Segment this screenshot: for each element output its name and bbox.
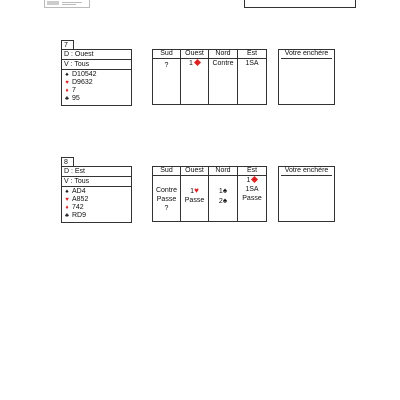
your-bid-label: Votre enchère	[281, 167, 332, 176]
diamond-icon	[194, 59, 201, 66]
column-est	[238, 167, 266, 221]
bid-cell: 1♥	[190, 186, 199, 195]
heart-cards: A852	[72, 196, 89, 203]
header-est: Est	[238, 167, 266, 176]
club-cards: RD9	[72, 212, 87, 219]
bid-cell: 1	[238, 176, 266, 185]
hand-panel	[61, 166, 132, 223]
dealer-label: D : Est	[62, 167, 131, 177]
deal-number: 8	[61, 157, 74, 166]
header-ouest: Ouest	[181, 50, 208, 59]
bid-cell: Passe	[156, 196, 177, 203]
bid-cell: Passe	[184, 197, 205, 204]
bid-cell: 1♠	[218, 186, 228, 195]
bid-cell: Contre	[155, 187, 177, 194]
header-est: Est	[238, 50, 266, 59]
column-sud	[153, 167, 181, 221]
header-box	[244, 0, 356, 8]
suit-row-clubs	[62, 95, 131, 103]
spade-icon: ♠	[222, 186, 228, 195]
hand-panel	[61, 49, 132, 106]
header-nord: Nord	[209, 167, 237, 176]
column-ouest	[181, 50, 209, 104]
header-nord: Nord	[209, 50, 237, 59]
club-icon: ♣	[65, 213, 69, 219]
suit-row-hearts	[62, 196, 131, 204]
heart-icon: ♥	[194, 186, 199, 195]
bid-cell: Passe	[242, 195, 262, 202]
bid-cell: 1SA	[245, 186, 259, 193]
bid-cell: 2♠	[218, 196, 228, 205]
your-bid-box[interactable]	[278, 49, 335, 105]
vulnerability-label: V : Tous	[62, 60, 131, 70]
spade-cards: D10542	[72, 71, 97, 78]
bid-cell: 1SA	[245, 60, 259, 67]
suit-row-clubs	[62, 212, 131, 220]
spade-icon: ♠	[65, 72, 69, 78]
heart-icon: ♥	[65, 197, 69, 203]
suit-row-diamonds	[62, 204, 131, 212]
publisher-logo	[44, 0, 90, 8]
header-ouest: Ouest	[181, 167, 208, 176]
suit-row-hearts	[62, 79, 131, 87]
heart-cards: D9632	[72, 79, 93, 86]
bid-cell: Contre	[212, 60, 234, 67]
spade-icon: ♠	[222, 196, 228, 205]
vulnerability-label: V : Tous	[62, 177, 131, 187]
diamond-cards: 742	[72, 204, 84, 211]
diamond-icon: ♦	[65, 88, 69, 94]
club-cards: 95	[72, 95, 80, 102]
header-sud: Sud	[153, 50, 180, 59]
diamond-cards: 7	[72, 87, 76, 94]
spade-cards: AD4	[72, 188, 86, 195]
column-ouest	[181, 167, 209, 221]
heart-icon: ♥	[65, 80, 69, 86]
diamond-icon	[251, 176, 258, 183]
your-bid-label: Votre enchère	[281, 50, 332, 59]
dealer-label: D : Ouest	[62, 50, 131, 60]
header-sud: Sud	[153, 167, 180, 176]
spade-icon: ♠	[65, 189, 69, 195]
club-icon: ♣	[65, 96, 69, 102]
your-bid-box[interactable]	[278, 166, 335, 222]
column-nord	[209, 167, 238, 221]
bid-cell: 1	[181, 59, 208, 68]
column-nord	[209, 50, 238, 104]
suit-row-diamonds	[62, 87, 131, 95]
suit-row-spades	[62, 71, 131, 79]
bid-cell: ?	[164, 62, 169, 69]
suit-row-spades	[62, 188, 131, 196]
deal-number: 7	[61, 40, 74, 49]
diamond-icon: ♦	[65, 205, 69, 211]
bid-cell: ?	[164, 205, 169, 212]
column-est	[238, 50, 266, 104]
bidding-table	[152, 49, 267, 105]
column-sud	[153, 50, 181, 104]
bidding-table	[152, 166, 267, 222]
